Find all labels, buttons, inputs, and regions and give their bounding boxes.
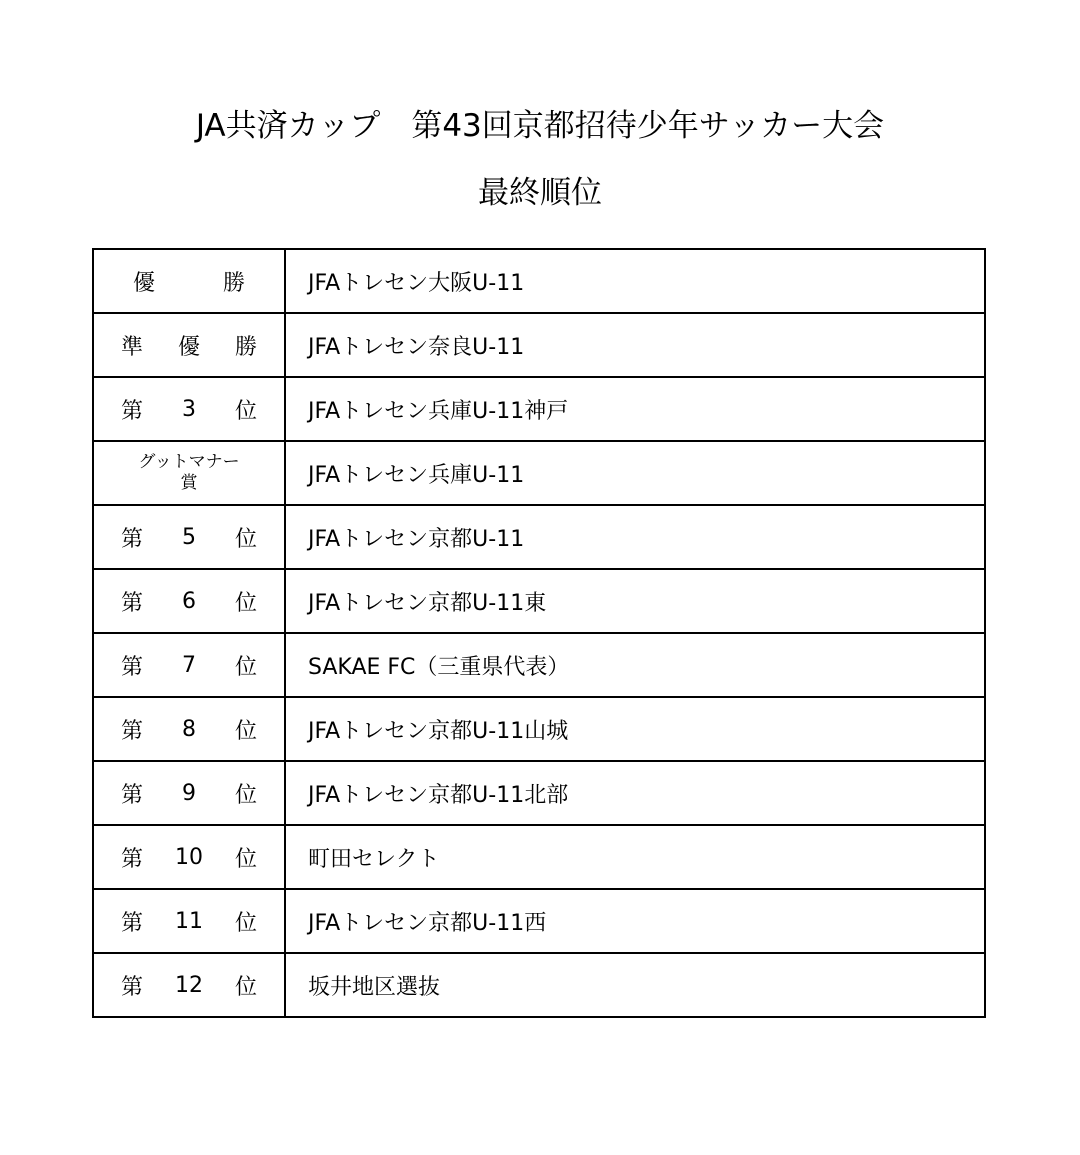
rank-text: 勝: [222, 270, 245, 296]
rank-text: 位: [234, 910, 257, 936]
rank-text: 第: [121, 654, 144, 680]
rank-text: 第: [121, 398, 144, 424]
rank-text: 準: [121, 334, 144, 360]
table-row: [93, 633, 985, 697]
rank-cell: [93, 633, 285, 697]
rank-cell: [93, 313, 285, 377]
table-row: [93, 441, 985, 505]
rank-text: 第: [121, 590, 144, 616]
rank-cell: [93, 825, 285, 889]
rank-text: 5: [181, 524, 196, 550]
rank-text: 3: [181, 396, 196, 422]
rank-cell: [93, 953, 285, 1017]
rank-cell: [93, 697, 285, 761]
rank-text: 第: [121, 974, 144, 1000]
rank-text: 位: [234, 398, 257, 424]
rank-text: 位: [234, 590, 257, 616]
table-row: [93, 569, 985, 633]
team-cell: JFAトレセン京都U-11西: [285, 889, 985, 953]
rank-text: 位: [234, 718, 257, 744]
rank-text: 10: [174, 844, 203, 870]
rank-text: 位: [234, 526, 257, 552]
team-cell: JFAトレセン京都U-11北部: [285, 761, 985, 825]
rank-text: 第: [121, 782, 144, 808]
table-row: [93, 889, 985, 953]
table-row: [93, 697, 985, 761]
rank-text: 9: [181, 780, 196, 806]
rank-text: 第: [121, 910, 144, 936]
team-cell: SAKAE FC（三重県代表）: [285, 633, 985, 697]
rank-text: 位: [234, 974, 257, 1000]
page-title: JA共済カップ 第43回京都招待少年サッカー大会: [195, 108, 885, 144]
rank-text: グットマナー: [138, 452, 240, 472]
rank-text: 8: [181, 716, 196, 742]
team-cell: JFAトレセン兵庫U-11神戸: [285, 377, 985, 441]
rank-text: 位: [234, 846, 257, 872]
team-cell: JFAトレセン奈良U-11: [285, 313, 985, 377]
team-cell: 町田セレクト: [285, 825, 985, 889]
rank-text: 第: [121, 526, 144, 552]
team-cell: JFAトレセン京都U-11東: [285, 569, 985, 633]
table-row: [93, 825, 985, 889]
rank-text: 優: [133, 270, 156, 296]
rank-text: 位: [234, 782, 257, 808]
rank-cell: [93, 761, 285, 825]
rank-text: 11: [174, 908, 203, 934]
rank-cell: [93, 889, 285, 953]
table-row: [93, 249, 985, 313]
rank-text: 第: [121, 718, 144, 744]
rank-cell: [93, 249, 285, 313]
table-row: [93, 953, 985, 1017]
table-row: [93, 505, 985, 569]
rank-text: 6: [181, 588, 196, 614]
rank-cell: [93, 505, 285, 569]
rank-text: 勝: [234, 334, 257, 360]
rank-text: 第: [121, 846, 144, 872]
standings-table: [92, 248, 986, 1018]
team-cell: JFAトレセン兵庫U-11: [285, 441, 985, 505]
rank-text: 位: [234, 654, 257, 680]
rank-cell: [93, 569, 285, 633]
rank-text: 7: [181, 652, 196, 678]
team-cell: JFAトレセン京都U-11: [285, 505, 985, 569]
table-row: [93, 761, 985, 825]
rank-cell: [93, 377, 285, 441]
table-row: [93, 377, 985, 441]
rank-text: 12: [174, 972, 203, 998]
team-cell: JFAトレセン大阪U-11: [285, 249, 985, 313]
rank-text: 優: [177, 334, 200, 360]
table-row: [93, 313, 985, 377]
page-subtitle: 最終順位: [478, 175, 602, 211]
team-cell: JFAトレセン京都U-11山城: [285, 697, 985, 761]
team-cell: 坂井地区選抜: [285, 953, 985, 1017]
rank-cell: [93, 441, 285, 505]
rank-text: 賞: [180, 473, 198, 493]
